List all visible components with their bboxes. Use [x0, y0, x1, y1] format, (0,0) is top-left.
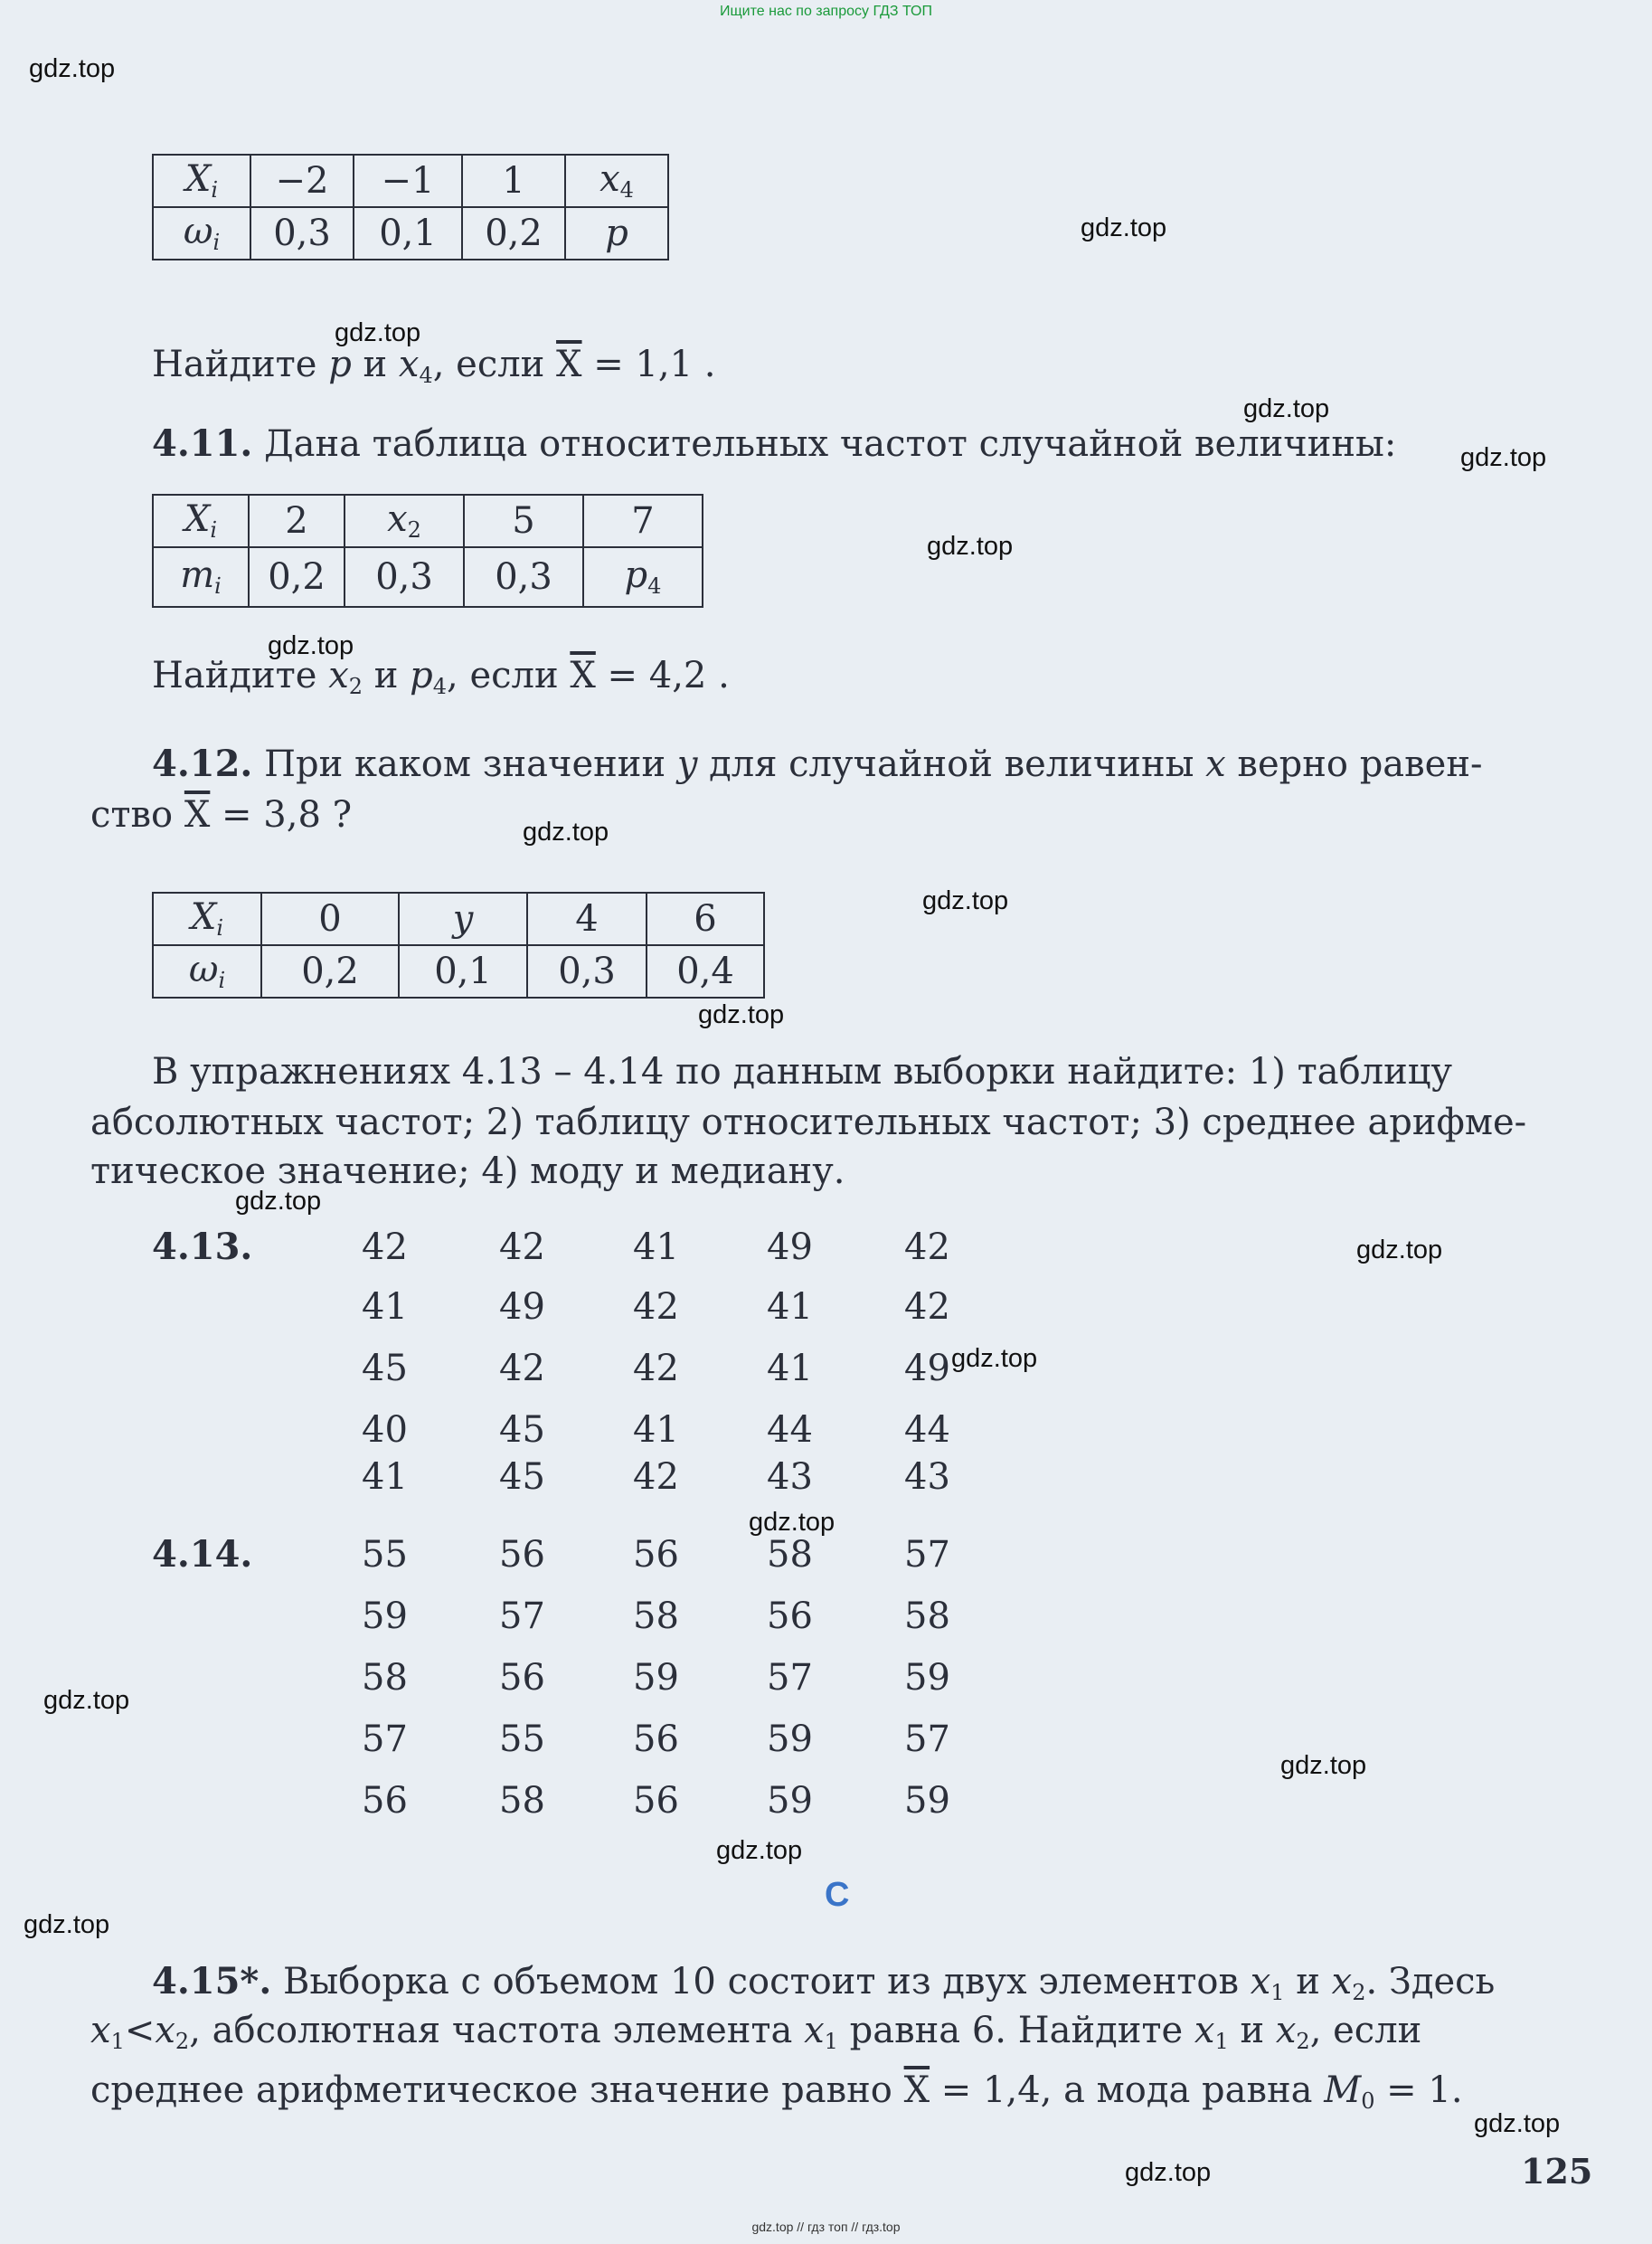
- watermark: gdz.top: [927, 532, 1014, 561]
- frequency-table-4-12: $X_i$ 0 y 4 6 $\omega_i$ 0,2 0,1 0,3 0,4: [152, 892, 765, 999]
- instructions-line3: тическое значение; 4) моду и медиану.: [90, 1150, 845, 1192]
- sample-value: 40: [362, 1409, 408, 1451]
- sample-value: 57: [499, 1595, 545, 1637]
- sample-value: 58: [767, 1534, 813, 1576]
- sample-value: 59: [904, 1657, 950, 1699]
- watermark: gdz.top: [268, 631, 354, 660]
- sample-value: 42: [633, 1348, 679, 1389]
- sample-value: 42: [904, 1286, 950, 1328]
- sample-value: 56: [633, 1534, 679, 1576]
- sample-value: 57: [767, 1657, 813, 1699]
- watermark: gdz.top: [698, 1000, 785, 1029]
- sample-value: 41: [633, 1226, 679, 1268]
- sample-value: 55: [362, 1534, 408, 1576]
- sample-value: 59: [767, 1780, 813, 1822]
- sample-value: 59: [633, 1657, 679, 1699]
- q4-13-number: 4.13.: [152, 1226, 253, 1268]
- q4-10-find: Найдите p и $x_4$, если $\overline{X} = 1,1$ .: [152, 344, 716, 389]
- sample-value: 44: [904, 1409, 950, 1451]
- watermark: gdz.top: [749, 1508, 835, 1537]
- q4-12-statement-line2: ство $\overline{X} = 3,8$ ?: [90, 794, 353, 836]
- sample-value: 56: [499, 1657, 545, 1699]
- sample-value: 59: [767, 1719, 813, 1760]
- sample-value: 45: [499, 1409, 545, 1451]
- sample-value: 58: [904, 1595, 950, 1637]
- sample-value: 42: [633, 1286, 679, 1328]
- sample-value: 58: [633, 1595, 679, 1637]
- watermark: gdz.top: [24, 1910, 110, 1939]
- sample-value: 55: [499, 1719, 545, 1760]
- sample-value: 41: [362, 1286, 408, 1328]
- sample-value: 44: [767, 1409, 813, 1451]
- q4-15-line1: 4.15*. Выборка с объемом 10 состоит из двух элементов $x_1$ и $x_2$. Здесь: [152, 1960, 1496, 2006]
- sample-value: 45: [499, 1456, 545, 1498]
- q4-15-line3: среднее арифметическое значение равно $\overline{X} = 1,4$, а мода равна $M_0 = 1$.: [90, 2069, 1463, 2115]
- sample-value: 57: [904, 1719, 950, 1760]
- q4-14-number: 4.14.: [152, 1533, 253, 1576]
- sample-value: 58: [362, 1657, 408, 1699]
- q4-11-find: Найдите $x_2$ и $p_4$, если $\overline{X} = 4,2$ .: [152, 655, 730, 700]
- watermark: gdz.top: [523, 818, 609, 847]
- sample-value: 56: [362, 1780, 408, 1822]
- sample-value: 49: [499, 1286, 545, 1328]
- q4-15-line2: $x_1<x_2$, абсолютная частота элемента $x_1$ равна 6. Найдите $x_1$ и $x_2$, если: [90, 2010, 1422, 2055]
- watermark: gdz.top: [1125, 2158, 1212, 2187]
- watermark: gdz.top: [235, 1187, 322, 1216]
- sample-value: 43: [904, 1456, 950, 1498]
- frequency-table-4-10: $X_i$ −2 −1 1 $x_4$ $\omega_i$ 0,3 0,1 0,2 p: [152, 154, 669, 260]
- watermark: gdz.top: [951, 1344, 1038, 1373]
- watermark: gdz.top: [43, 1686, 130, 1715]
- sample-value: 45: [362, 1348, 408, 1389]
- sample-value: 56: [499, 1534, 545, 1576]
- sample-value: 41: [767, 1286, 813, 1328]
- watermark: gdz.top: [1460, 443, 1547, 472]
- page-number: 125: [1521, 2151, 1593, 2192]
- watermark: gdz.top: [1280, 1751, 1367, 1780]
- sample-value: 59: [904, 1780, 950, 1822]
- watermark: gdz.top: [1356, 1236, 1443, 1264]
- sample-value: 41: [767, 1348, 813, 1389]
- sample-value: 42: [904, 1226, 950, 1268]
- watermark: gdz.top: [29, 54, 116, 83]
- sample-value: 42: [362, 1226, 408, 1268]
- sample-value: 56: [633, 1780, 679, 1822]
- sample-value: 43: [767, 1456, 813, 1498]
- q4-11-statement: 4.11. Дана таблица относительных частот случайной величины:: [152, 422, 1397, 465]
- sample-value: 49: [767, 1226, 813, 1268]
- sample-value: 41: [633, 1409, 679, 1451]
- watermark: gdz.top: [1474, 2109, 1561, 2138]
- frequency-table-4-11: $X_i$ 2 $x_2$ 5 7 $m_i$ 0,2 0,3 0,3 $p_4$: [152, 494, 703, 608]
- sample-value: 57: [362, 1719, 408, 1760]
- watermark: gdz.top: [922, 886, 1009, 915]
- bottom-banner[interactable]: gdz.top // гдз топ // гдз.top: [751, 2220, 901, 2234]
- sample-value: 42: [499, 1226, 545, 1268]
- watermark: gdz.top: [716, 1836, 803, 1865]
- watermark: gdz.top: [1243, 394, 1330, 423]
- sample-value: 58: [499, 1780, 545, 1822]
- sample-value: 57: [904, 1534, 950, 1576]
- sample-value: 42: [633, 1456, 679, 1498]
- watermark: gdz.top: [1081, 213, 1167, 242]
- instructions-line2: абсолютных частот; 2) таблицу относительных частот; 3) среднее арифме-: [90, 1102, 1527, 1143]
- instructions-line1: В упражнениях 4.13 – 4.14 по данным выборки найдите: 1) таблицу: [152, 1051, 1453, 1093]
- sample-value: 41: [362, 1456, 408, 1498]
- q4-12-statement-line1: 4.12. При каком значении y для случайной величины x верно равен-: [152, 743, 1483, 785]
- watermark: gdz.top: [335, 318, 421, 347]
- sample-value: 56: [767, 1595, 813, 1637]
- sample-value: 42: [499, 1348, 545, 1389]
- sample-value: 56: [633, 1719, 679, 1760]
- top-banner[interactable]: Ищите нас по запросу ГДЗ ТОП: [720, 4, 932, 19]
- sample-value: 59: [362, 1595, 408, 1637]
- section-mark-c: C: [825, 1876, 850, 1914]
- sample-value: 49: [904, 1348, 950, 1389]
